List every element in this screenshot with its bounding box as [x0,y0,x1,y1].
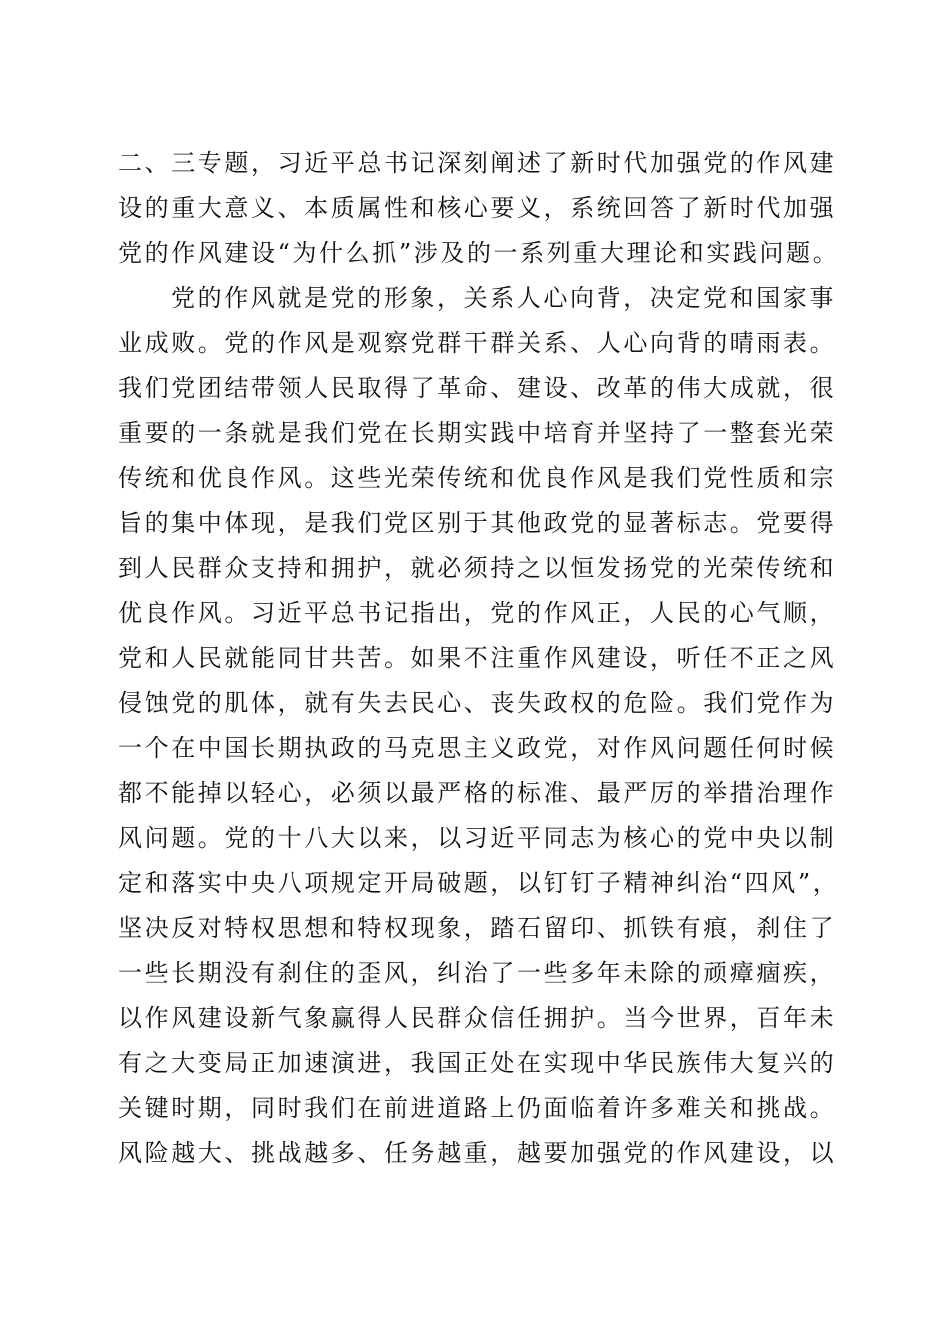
text-line: 设的重大意义、本质属性和核心要义，系统回答了新时代加强 [118,194,837,222]
text-line: 传统和优良作风。这些光荣传统和优良作风是我们党性质和宗 [118,464,837,492]
text-line: 重要的一条就是我们党在长期实践中培育并坚持了一整套光荣 [118,419,837,447]
paragraph-start-line: 党的作风就是党的形象，关系人心向背，决定党和国家事 [171,284,836,312]
text-line: 党和人民就能同甘共苦。如果不注重作风建设，听任不正之风 [118,644,837,672]
text-line: 旨的集中体现，是我们党区别于其他政党的显著标志。党要得 [118,509,837,537]
text-line: 一些长期没有刹住的歪风，纠治了一些多年未除的顽瘴痼疾， [118,959,837,987]
text-line: 二、三专题，习近平总书记深刻阐述了新时代加强党的作风建 [118,149,837,177]
text-line: 业成败。党的作风是观察党群干群关系、人心向背的晴雨表。 [118,329,837,357]
text-line: 关键时期，同时我们在前进道路上仍面临着许多难关和挑战。 [118,1094,837,1122]
text-line: 风问题。党的十八大以来，以习近平同志为核心的党中央以制 [118,824,837,852]
text-line: 定和落实中央八项规定开局破题，以钉钉子精神纠治“四风”， [118,869,840,897]
document-body [118,141,838,1176]
text-line: 优良作风。习近平总书记指出，党的作风正，人民的心气顺， [118,599,837,627]
text-line: 一个在中国长期执政的马克思主义政党，对作风问题任何时候 [118,734,837,762]
text-line: 我们党团结带领人民取得了革命、建设、改革的伟大成就，很 [118,374,837,402]
text-line: 以作风建设新气象赢得人民群众信任拥护。当今世界，百年未 [118,1004,837,1032]
text-line: 风险越大、挑战越多、任务越重，越要加强党的作风建设，以 [118,1139,837,1167]
text-line: 坚决反对特权思想和特权现象，踏石留印、抓铁有痕，刹住了 [118,914,837,942]
text-line: 侵蚀党的肌体，就有失去民心、丧失政权的危险。我们党作为 [118,689,837,717]
text-line: 到人民群众支持和拥护，就必须持之以恒发扬党的光荣传统和 [118,554,837,582]
text-line: 有之大变局正加速演进，我国正处在实现中华民族伟大复兴的 [118,1049,837,1077]
text-line: 都不能掉以轻心，必须以最严格的标准、最严厉的举措治理作 [118,779,837,807]
text-line: 党的作风建设“为什么抓”涉及的一系列重大理论和实践问题。 [118,239,840,267]
